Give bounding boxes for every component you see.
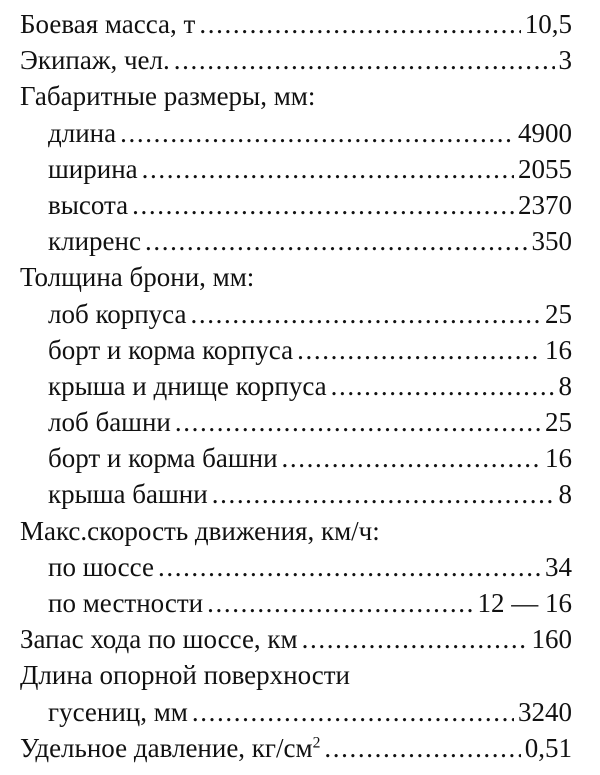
spec-value: 25 [545,407,572,438]
spec-row-track-length [20,694,572,730]
dot-leader [120,115,514,151]
section-heading: Габаритные размеры, мм: [20,81,316,112]
spec-row-combat-mass [20,6,572,42]
spec-heading-speed [20,513,572,549]
spec-row-height [20,187,572,223]
spec-row-turret-front [20,404,572,440]
spec-row-speed-terrain [20,585,572,621]
spec-value: 2055 [518,153,572,184]
spec-label: высота [48,189,129,220]
spec-value: 160 [531,624,572,655]
spec-row-speed-road [20,549,572,585]
spec-label-text: Удельное давление, кг/см [20,732,313,763]
spec-label: борт и корма башни [48,443,278,474]
dot-leader [282,440,541,476]
spec-label: Боевая масса, т [20,9,196,39]
spec-value: 12 — 16 [477,588,572,618]
spec-value: 8 [558,370,572,401]
spec-row-width [20,151,572,187]
spec-row-clearance [20,223,572,259]
spec-value: 16 [545,443,572,474]
spec-row-ground-pressure [20,730,572,766]
spec-label: гусениц, мм [48,696,188,727]
spec-value: 3240 [518,696,572,727]
spec-label: лоб корпуса [48,298,187,329]
superscript-unit: 2 [312,734,321,752]
spec-value: 2370 [518,189,572,220]
spec-row-crew [20,42,572,78]
spec-value: 34 [545,551,572,582]
spec-row-turret-roof [20,476,572,512]
dot-leader [212,476,555,512]
dot-leader [190,296,541,332]
spec-value: 350 [531,226,572,257]
dot-leader [142,151,514,187]
dot-leader [324,730,520,766]
spec-row-hull-front [20,296,572,332]
spec-label: Запас хода по шоссе, км [20,624,298,655]
spec-heading-track-length [20,657,572,693]
spec-label: по местности [48,588,204,618]
spec-value: 8 [558,479,572,510]
spec-value: 25 [545,298,572,329]
spec-row-length [20,115,572,151]
spec-label: лоб башни [48,407,171,438]
spec-value: 10,5 [524,9,572,39]
spec-row-hull-side-rear [20,332,572,368]
dot-leader [174,42,555,78]
spec-value: 0,51 [524,732,572,763]
dot-leader [297,332,541,368]
spec-label: по шоссе [48,551,154,582]
spec-label: крыша башни [48,479,208,510]
spec-label: крыша и днище корпуса [48,370,327,401]
spec-label: Экипаж, чел. [20,45,170,76]
dot-leader [158,549,541,585]
spec-row-hull-roof-floor [20,368,572,404]
section-heading: Длина опорной поверхности [20,660,350,691]
spec-label: длина [48,117,117,148]
spec-value: 4900 [518,117,572,148]
spec-label [20,730,320,766]
dot-leader [145,223,528,259]
spec-row-range-road [20,621,572,657]
dot-leader [331,368,555,404]
spec-label: ширина [48,153,138,184]
spec-value: 16 [545,334,572,365]
spec-label: клиренс [48,226,141,257]
dot-leader [175,404,541,440]
spec-heading-dimensions [20,78,572,114]
dot-leader [192,694,514,730]
dot-leader [199,6,520,42]
spec-label: борт и корма корпуса [48,334,294,365]
dot-leader [302,621,528,657]
section-heading: Макс.скорость движения, км/ч: [20,515,380,546]
section-heading: Толщина брони, мм: [20,262,255,293]
dot-leader [132,187,514,223]
spec-value: 3 [558,45,572,76]
spec-heading-armor [20,259,572,295]
dot-leader [207,585,473,621]
spec-row-turret-side-rear [20,440,572,476]
